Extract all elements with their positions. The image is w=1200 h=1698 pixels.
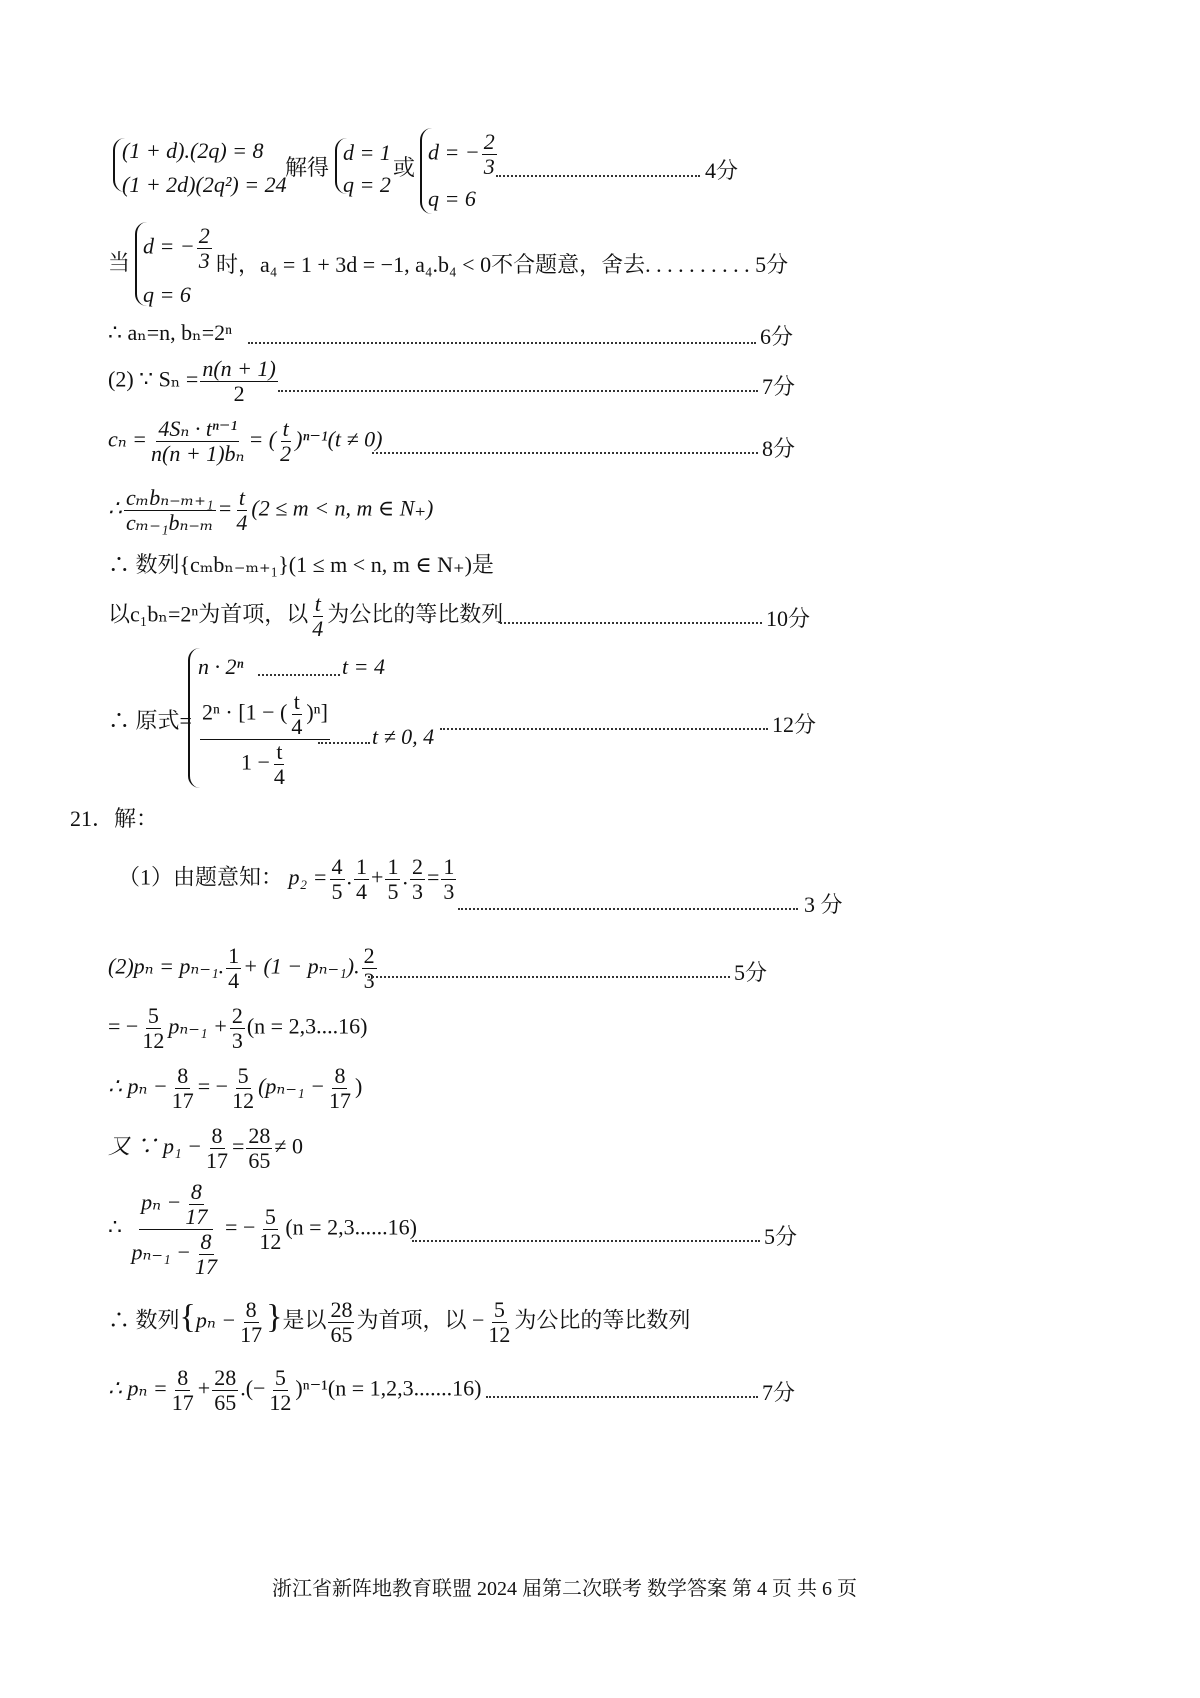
numerator: 8 [177, 1365, 189, 1390]
denominator: 65 [214, 1390, 237, 1415]
numerator: 2 [198, 223, 210, 248]
numerator: n(n + 1) [202, 356, 276, 381]
solution-2-d [428, 130, 499, 179]
denominator: 17 [195, 1254, 218, 1279]
case-dots [318, 742, 370, 744]
denominator: 3 [198, 248, 210, 273]
denominator: 3 [443, 879, 455, 904]
t-quarter-fraction [289, 690, 304, 739]
solution-2-d-prefix: d = − [428, 139, 480, 165]
numerator: 28 [330, 1297, 353, 1322]
ratio-prefix: ∴ [108, 495, 122, 521]
numerator: 2 [483, 129, 495, 154]
fraction [327, 1064, 353, 1113]
denominator: 17 [240, 1322, 263, 1347]
fraction [212, 1366, 238, 1415]
transform-mid-2: (pₙ₋₁ − [258, 1073, 325, 1099]
solution-2-q: q = 6 [428, 186, 476, 211]
sequence-2-end: 为公比的等比数列 [514, 1307, 691, 1333]
numerator: 28 [214, 1365, 237, 1390]
transform-prefix: ∴ pₙ − [108, 1073, 168, 1099]
case-2-num-b: )ⁿ] [306, 699, 328, 725]
score-10: 10分 [766, 606, 811, 631]
numerator: 8 [190, 1179, 202, 1204]
fraction [385, 855, 400, 904]
cn-fraction [149, 417, 246, 466]
case-2 [198, 690, 332, 789]
part-1-line: （1）由题意知： p₂ = $\frac{4}{5}$ . $\frac{1}{4}$ + $\frac{1}{5}$ . $\frac{2}{3}$ = $\frac{1}{3}$ [118, 854, 455, 904]
numerator: t [276, 739, 283, 764]
case-dots [258, 674, 340, 676]
fraction [204, 1124, 230, 1173]
transform-mid: = − [197, 1073, 229, 1099]
cn-suffix: )ⁿ⁻¹(t ≠ 0) [295, 426, 383, 452]
ratio-2-prefix: ∴ [108, 1214, 122, 1240]
denominator: 4 [273, 764, 285, 789]
numerator: 8 [245, 1297, 257, 1322]
score-6: 6分 [760, 324, 794, 349]
when-word: 当 [108, 250, 131, 275]
sequence-2-line [108, 1298, 690, 1347]
denominator: 4 [236, 510, 248, 535]
score-12: 12分 [772, 712, 817, 737]
case-2-fraction [200, 690, 330, 789]
fraction [328, 1298, 354, 1347]
ratio-2-suffix: (n = 2,3......16) [285, 1214, 417, 1240]
fraction [441, 855, 456, 904]
part-2-line [108, 944, 379, 993]
denominator: 12 [488, 1322, 511, 1347]
when-d [143, 224, 214, 273]
denominator [130, 1230, 224, 1279]
case-1: n · 2ⁿ [198, 654, 244, 679]
solution-1-q: q = 2 [343, 172, 391, 197]
denominator: 3 [483, 154, 495, 179]
fraction [140, 1004, 166, 1053]
t-quarter-fraction [234, 486, 249, 535]
case-2-condition: t ≠ 0, 4 [372, 724, 435, 749]
score-3: 3 分 [804, 892, 843, 917]
initial-prefix: 又 ∵ p₁ − [108, 1133, 202, 1159]
denominator: 17 [171, 1390, 194, 1415]
numerator: 5 [264, 1204, 276, 1229]
ratio-2-line [108, 1180, 417, 1279]
cn-line [108, 417, 382, 466]
ratio-line [108, 486, 433, 535]
initial-end: ≠ 0 [274, 1133, 303, 1159]
original-prefix: ∴ 原式= [108, 708, 192, 733]
numerator: 8 [334, 1063, 346, 1088]
system-eq-2: (1 + 2d)(2q²) = 24 [122, 172, 287, 197]
denominator: cₘ₋₁bₙ₋ₘ [126, 510, 214, 535]
final-suffix: )ⁿ⁻¹(n = 1,2,3.......16) [295, 1375, 482, 1401]
score-5a: 5分 [734, 960, 768, 985]
geometric-suffix: 为公比的等比数列 [327, 601, 504, 627]
geometric-line [108, 592, 503, 641]
numerator: 5 [147, 1003, 159, 1028]
t-half-fraction [278, 417, 293, 466]
numerator: 8 [200, 1229, 212, 1254]
fraction [226, 944, 241, 993]
fraction [170, 1064, 196, 1113]
ratio-2-mid: = − [225, 1214, 256, 1240]
geometric-prefix: 以c₁bₙ=2ⁿ为首项，以 [108, 601, 309, 627]
denominator [239, 740, 291, 789]
fraction [330, 855, 345, 904]
score-dots [486, 1396, 758, 1398]
denominator: n(n + 1)bₙ [151, 441, 245, 466]
part-1-formula: p₂ = [288, 864, 328, 890]
numerator: 4 [331, 854, 343, 879]
sn-fraction [200, 357, 278, 406]
denominator: 3 [231, 1028, 243, 1053]
an-bn-line: ∴ aₙ=n, bₙ=2ⁿ [108, 320, 233, 345]
page-footer: 浙江省新阵地教育联盟 2024 届第二次联考 数学答案 第 4 页 共 6 页 [272, 1578, 857, 1600]
numerator: 4Sₙ · tⁿ⁻¹ [158, 416, 238, 441]
case-1-condition: t = 4 [342, 654, 385, 679]
numerator: t [293, 689, 300, 714]
recurrence-prefix: = − [108, 1013, 139, 1039]
denominator: 12 [259, 1229, 282, 1254]
when-condition: 时，a₄ = 1 + 3d = −1, a₄.b₄ < 0不合题意，舍去. . . . . . . . . . 5分 [216, 252, 789, 277]
numerator: 5 [274, 1365, 286, 1390]
denominator: 17 [171, 1088, 194, 1113]
denominator: 65 [330, 1322, 353, 1347]
nested-fraction [130, 1180, 224, 1279]
numerator: cₘbₙ₋ₘ₊₁ [126, 485, 214, 510]
denominator: 12 [232, 1088, 255, 1113]
score-5b: 5分 [764, 1224, 798, 1249]
cn-prefix: cₙ = [108, 426, 148, 452]
final-mid: .(− [240, 1375, 266, 1401]
fraction [230, 1004, 245, 1053]
denominator: 5 [387, 879, 399, 904]
fraction-two-thirds [197, 224, 212, 273]
numerator [139, 1180, 213, 1230]
part-2-mid: + (1 − pₙ₋₁). [243, 953, 360, 979]
when-d-prefix: d = − [143, 233, 195, 259]
score-dots [458, 908, 798, 910]
final-plus: + [197, 1375, 211, 1401]
t-quarter-fraction [272, 740, 287, 789]
numerator: 5 [237, 1063, 249, 1088]
score-dots [496, 175, 700, 177]
recurrence-line [108, 1004, 367, 1053]
denominator: 3 [363, 968, 375, 993]
denominator: 3 [411, 879, 423, 904]
denominator: 4 [228, 968, 240, 993]
ratio-suffix: (2 ≤ m < n, m ∈ N₊) [251, 495, 434, 521]
initial-line [108, 1124, 303, 1173]
score-dots [440, 728, 768, 730]
numerator: 2 [231, 1003, 243, 1028]
sequence-line: ∴ 数列{cₘbₙ₋ₘ₊₁}(1 ≤ m < n, m ∈ N₊)是 [108, 552, 494, 577]
denominator: 2 [280, 441, 292, 466]
denominator: 17 [328, 1088, 351, 1113]
case-2-num-a: 2ⁿ · [1 − ( [202, 699, 288, 725]
nested-top: pₙ − [141, 1189, 182, 1215]
denominator: 12 [142, 1028, 165, 1053]
question-21-heading: 21．解： [70, 806, 159, 831]
fraction [193, 1230, 219, 1279]
part-1-prefix: （1）由题意知： [118, 864, 284, 890]
numerator: 1 [228, 943, 240, 968]
denominator: 5 [331, 879, 343, 904]
denominator: 12 [269, 1390, 292, 1415]
sequence-2-mid: 是以 [282, 1307, 327, 1333]
sequence-2-prefix: ∴ 数列 [108, 1307, 180, 1333]
numerator: 5 [493, 1297, 505, 1322]
solve-word: 解得 [285, 155, 330, 180]
t-quarter-fraction [310, 592, 325, 641]
numerator: 1 [443, 854, 455, 879]
score-4: 4分 [705, 158, 739, 183]
numerator: 8 [177, 1063, 189, 1088]
fraction [183, 1180, 209, 1229]
denominator: 17 [185, 1204, 208, 1229]
score-8: 8分 [762, 436, 796, 461]
numerator: 8 [211, 1123, 223, 1148]
sn-line [108, 357, 280, 406]
part-2-prefix: (2)pₙ = pₙ₋₁. [108, 953, 225, 979]
fraction [486, 1298, 512, 1347]
fraction [246, 1124, 272, 1173]
ratio-fraction [124, 486, 216, 535]
ratio-eq: = [217, 495, 233, 521]
transform-end: ) [354, 1073, 363, 1099]
score-dots [278, 390, 758, 392]
fraction [230, 1064, 256, 1113]
numerator: t [314, 591, 321, 616]
system-eq-1: (1 + d).(2q) = 8 [122, 138, 264, 163]
initial-mid: = [232, 1133, 245, 1159]
nested-bottom: pₙ₋₁ − [131, 1239, 192, 1265]
final-line [108, 1366, 481, 1415]
score-7b: 7分 [762, 1380, 796, 1405]
right-brace: } [266, 1298, 283, 1336]
fraction [170, 1366, 196, 1415]
solution-1-d: d = 1 [343, 140, 391, 165]
numerator: 2 [411, 854, 423, 879]
fraction [410, 855, 425, 904]
numerator: t [238, 485, 245, 510]
fraction [267, 1366, 293, 1415]
when-q: q = 6 [143, 282, 191, 307]
fraction-two-thirds [482, 130, 497, 179]
numerator: 28 [248, 1123, 271, 1148]
score-dots [248, 342, 756, 344]
transform-line [108, 1064, 362, 1113]
fraction [238, 1298, 264, 1347]
numerator: t [282, 416, 289, 441]
left-brace: { [179, 1298, 196, 1336]
score-7: 7分 [762, 374, 796, 399]
score-dots [372, 452, 758, 454]
numerator: 1 [387, 854, 399, 879]
numerator [200, 690, 330, 740]
recurrence-suffix: (n = 2,3....16) [246, 1013, 368, 1039]
final-prefix: ∴ pₙ = [108, 1375, 168, 1401]
score-dots [412, 1240, 760, 1242]
denominator: 17 [206, 1148, 228, 1173]
sequence-2-inner: pₙ − [195, 1307, 237, 1333]
denominator: 4 [356, 879, 368, 904]
score-dots [368, 976, 730, 978]
score-dots [500, 622, 762, 624]
sequence-2-mid-2: 为首项，以 − [356, 1307, 485, 1333]
fraction [362, 944, 377, 993]
denominator: 4 [312, 616, 324, 641]
denominator: 4 [291, 714, 303, 739]
case-2-den-a: 1 − [241, 749, 270, 775]
recurrence-mid: pₙ₋₁ + [168, 1013, 228, 1039]
fraction [354, 855, 369, 904]
numerator: 2 [363, 943, 375, 968]
denominator: 65 [248, 1148, 271, 1173]
cn-mid: = ( [248, 426, 277, 452]
numerator: 1 [356, 854, 368, 879]
denominator: 2 [233, 381, 245, 406]
fraction [257, 1205, 283, 1254]
sn-prefix: (2) ∵ Sₙ = [108, 366, 199, 392]
or-word: 或 [393, 155, 416, 180]
